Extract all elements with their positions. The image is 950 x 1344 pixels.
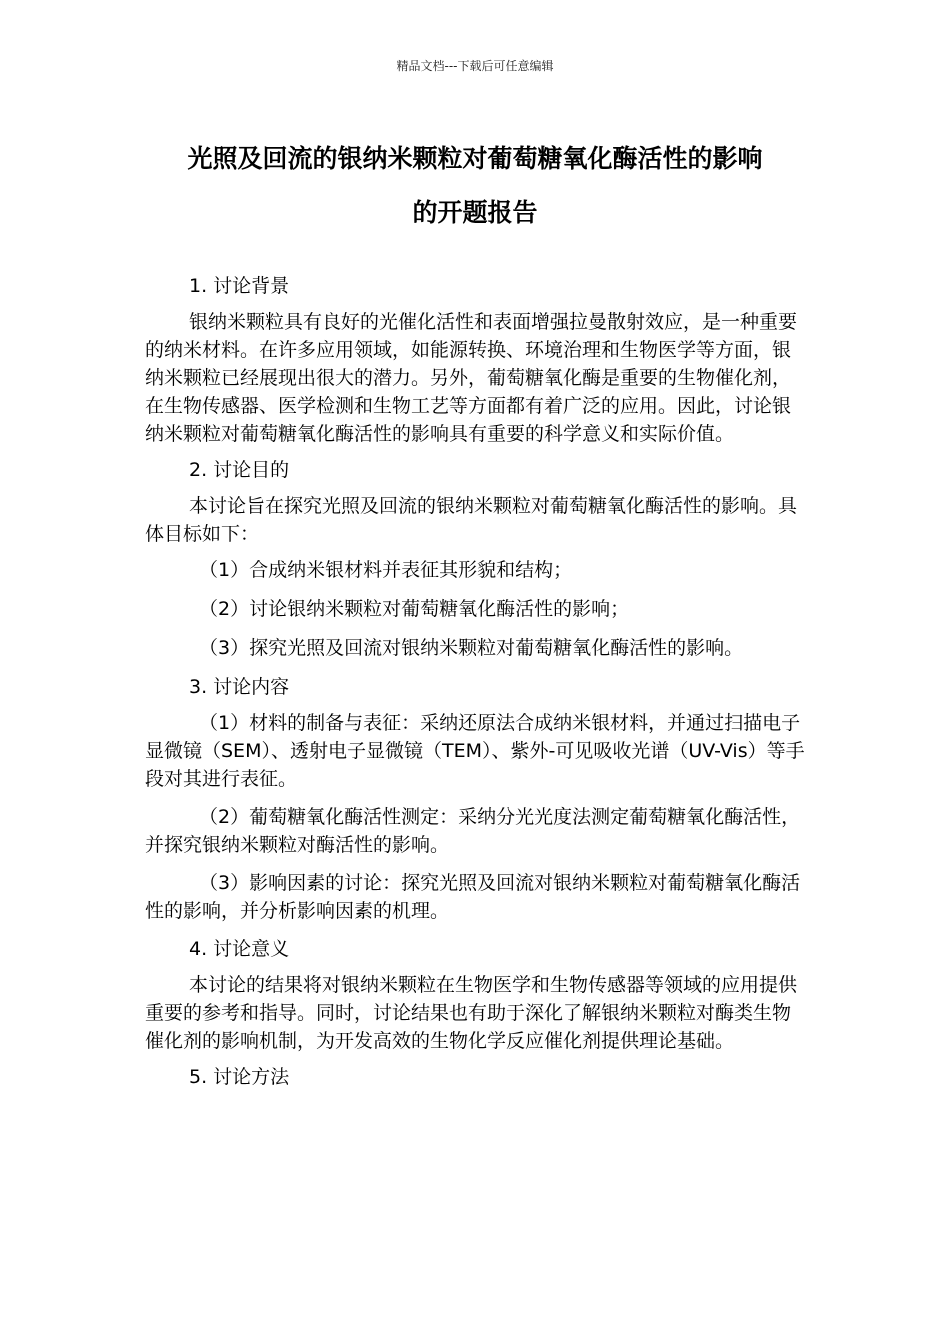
purpose-item-3: （3）探究光照及回流对银纳米颗粒对葡萄糖氧化酶活性的影响。 [199,637,744,659]
section-heading-background: 1. 讨论背景 [189,275,290,297]
content-item-1: （1）材料的制备与表征：采纳还原法合成纳米银材料，并通过扫描电子显微镜（SEM）、透射电子显微镜（TEM）、紫外-可见吸收光谱（UV-Vis）等手段对其进行表征。 [145,712,805,790]
section-heading-significance: 4. 讨论意义 [189,938,290,960]
title-line-2: 的开题报告 [412,198,538,227]
section-heading-methods: 5. 讨论方法 [189,1066,290,1088]
content-item-3: （3）影响因素的讨论：探究光照及回流对银纳米颗粒对葡萄糖氧化酶活性的影响，并分析影响因素的机理。 [145,872,801,922]
paragraph-significance: 本讨论的结果将对银纳米颗粒在生物医学和生物传感器等领域的应用提供重要的参考和指导。同时，讨论结果也有助于深化了解银纳米颗粒对酶类生物催化剂的影响机制，为开发高效的生物化学反应催化剂提供理论基础。 [145,974,798,1052]
purpose-item-1: （1）合成纳米银材料并表征其形貌和结构； [199,559,573,581]
document-body [145,268,807,1099]
section-heading-content: 3. 讨论内容 [189,676,290,698]
purpose-item-2: （2）讨论银纳米颗粒对葡萄糖氧化酶活性的影响； [199,598,630,620]
page-header: 精品文档---下载后可任意编辑 [396,59,554,73]
title-line-1: 光照及回流的银纳米颗粒对葡萄糖氧化酶活性的影响 [187,144,763,173]
content-item-2: （2）葡萄糖氧化酶活性测定：采纳分光光度法测定葡萄糖氧化酶活性，并探究银纳米颗粒对酶活性的影响。 [145,806,801,856]
document-title [140,132,810,240]
paragraph-background: 银纳米颗粒具有良好的光催化活性和表面增强拉曼散射效应，是一种重要的纳米材料。在许多应用领域，如能源转换、环境治理和生物医学等方面，银纳米颗粒已经展现出很大的潜力。另外，葡萄糖氧化酶是重要的生物催化剂，在生物传感器、医学检测和生物工艺等方面都有着广泛的应用。因此，讨论银纳米颗粒对葡萄糖氧化酶活性的影响具有重要的科学意义和实际价值。 [145,311,798,445]
paragraph-purpose: 本讨论旨在探究光照及回流的银纳米颗粒对葡萄糖氧化酶活性的影响。具体目标如下： [145,495,798,545]
section-heading-purpose: 2. 讨论目的 [189,459,290,481]
